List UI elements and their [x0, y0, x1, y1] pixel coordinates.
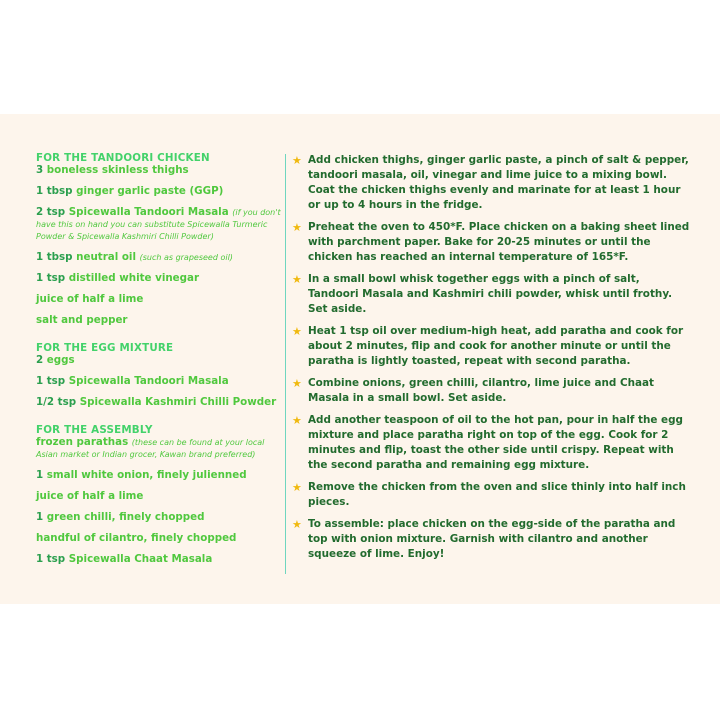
- ingredient-qty: 1: [36, 469, 44, 481]
- ingredient-item: [36, 436, 284, 460]
- ingredient-text: frozen parathas: [36, 436, 129, 448]
- step-item: [292, 220, 692, 265]
- ingredient-qty: 1: [36, 511, 44, 523]
- step-item: [292, 413, 692, 473]
- steps-column: [292, 153, 692, 562]
- star-bullet-icon: ★: [292, 518, 302, 531]
- ingredient-text: salt and pepper: [36, 314, 128, 326]
- ingredient-item: [36, 206, 284, 242]
- star-bullet-icon: ★: [292, 154, 302, 167]
- ingredient-item: [36, 293, 284, 305]
- ingredient-text: juice of half a lime: [36, 490, 144, 502]
- ingredient-item: [36, 272, 284, 284]
- step-text: Preheat the oven to 450*F. Place chicken on a baking sheet lined with parchment paper. Bake for 20-25 minutes or until the chicken has reached an internal temperature of 165*F.: [308, 221, 690, 263]
- ingredient-qty: 1 tsp: [36, 375, 66, 387]
- star-bullet-icon: ★: [292, 221, 302, 234]
- star-bullet-icon: ★: [292, 377, 302, 390]
- ingredient-text: Spicewalla Kashmiri Chilli Powder: [79, 396, 277, 408]
- step-item: [292, 517, 692, 562]
- ingredient-item: [36, 251, 284, 263]
- ingredient-qty: 3: [36, 164, 44, 176]
- ingredient-note: (such as grapeseed oil): [139, 253, 233, 262]
- ingredient-item: [36, 469, 284, 481]
- step-item: [292, 272, 692, 317]
- step-item: [292, 153, 692, 213]
- ingredient-item: [36, 354, 284, 366]
- star-bullet-icon: ★: [292, 273, 302, 286]
- ingredient-text: eggs: [46, 354, 75, 366]
- ingredient-item: [36, 553, 284, 565]
- column-divider: [285, 154, 286, 574]
- star-bullet-icon: ★: [292, 414, 302, 427]
- step-text: Combine onions, green chilli, cilantro, lime juice and Chaat Masala in a small bowl. Set aside.: [308, 377, 654, 404]
- step-text: Add another teaspoon of oil to the hot pan, pour in half the egg mixture and place paratha right on top of the egg. Cook for 2 minutes and flip, toast the other side until crispy. Repeat with the second paratha and remaining egg mixture.: [308, 414, 683, 471]
- ingredient-text: neutral oil: [76, 251, 136, 263]
- ingredient-text: green chilli, finely chopped: [46, 511, 205, 523]
- section-heading: FOR THE EGG MIXTURE: [36, 342, 174, 354]
- ingredient-note: (if you don't have this on hand you can substitute Spicewalla Turmeric Powder & Spicewalla Kashmiri Chilli Powder): [36, 208, 281, 241]
- ingredient-text: ginger garlic paste (GGP): [76, 185, 224, 197]
- ingredient-item: [36, 511, 284, 523]
- ingredient-note: (these can be found at your local Asian market or Indian grocer, Kawan brand preferred): [36, 438, 265, 459]
- ingredient-qty: 2 tsp: [36, 206, 66, 218]
- step-item: [292, 480, 692, 510]
- ingredient-text: distilled white vinegar: [68, 272, 200, 284]
- ingredient-item: [36, 490, 284, 502]
- ingredient-qty: 2: [36, 354, 44, 366]
- star-bullet-icon: ★: [292, 325, 302, 338]
- ingredient-text: Spicewalla Chaat Masala: [68, 553, 213, 565]
- section-heading: FOR THE ASSEMBLY: [36, 424, 153, 436]
- ingredient-text: Spicewalla Tandoori Masala: [68, 375, 229, 387]
- step-text: In a small bowl whisk together eggs with a pinch of salt, Tandoori Masala and Kashmiri chili powder, whisk until frothy. Set aside.: [308, 273, 673, 315]
- ingredient-qty: 1/2 tsp: [36, 396, 77, 408]
- ingredient-text: handful of cilantro, finely chopped: [36, 532, 237, 544]
- ingredient-item: [36, 164, 284, 176]
- ingredient-item: [36, 396, 284, 408]
- ingredient-qty: 1 tsp: [36, 272, 66, 284]
- ingredients-column: [36, 152, 284, 565]
- ingredient-text: small white onion, finely julienned: [46, 469, 247, 481]
- ingredient-qty: 1 tbsp: [36, 185, 73, 197]
- step-text: Remove the chicken from the oven and slice thinly into half inch pieces.: [308, 481, 686, 508]
- step-text: Heat 1 tsp oil over medium-high heat, add paratha and cook for about 2 minutes, flip and cook for another minute or until the paratha is lightly toasted, repeat with second paratha.: [308, 325, 684, 367]
- ingredient-qty: 1 tbsp: [36, 251, 73, 263]
- ingredient-item: [36, 185, 284, 197]
- ingredient-item: [36, 532, 284, 544]
- section-heading: FOR THE TANDOORI CHICKEN: [36, 152, 210, 164]
- ingredient-item: [36, 375, 284, 387]
- step-item: [292, 376, 692, 406]
- step-text: Add chicken thighs, ginger garlic paste, a pinch of salt & pepper, tandoori masala, oil, vinegar and lime juice to a mixing bowl. Coat the chicken thighs evenly and marinate for at least 1 hour or up to 4 hours in the fridge.: [308, 154, 689, 211]
- star-bullet-icon: ★: [292, 481, 302, 494]
- ingredient-text: juice of half a lime: [36, 293, 144, 305]
- ingredient-text: boneless skinless thighs: [46, 164, 189, 176]
- recipe-card: [0, 114, 720, 604]
- ingredient-item: [36, 314, 284, 326]
- ingredient-qty: 1 tsp: [36, 553, 66, 565]
- ingredient-text: Spicewalla Tandoori Masala: [68, 206, 229, 218]
- step-item: [292, 324, 692, 369]
- step-text: To assemble: place chicken on the egg-side of the paratha and top with onion mixture. Garnish with cilantro and another squeeze of lime. Enjoy!: [308, 518, 676, 560]
